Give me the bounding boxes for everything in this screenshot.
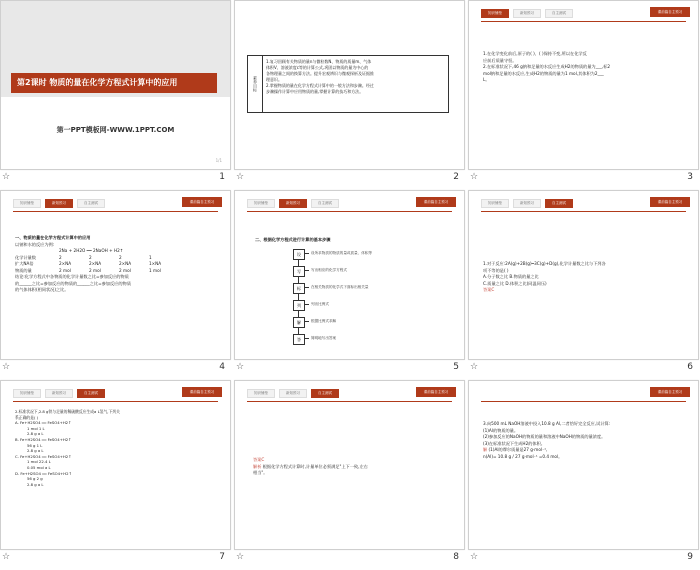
flow-step-label: 列出比例式: [311, 302, 329, 306]
slide-subtitle: 第一PPT模板网-WWW.1PPT.COM: [56, 126, 175, 134]
tab-knowledge: 知识铺垫: [247, 389, 275, 398]
page-mark: 1/1: [215, 158, 222, 163]
question-line: (1)Al的物质的量。: [483, 427, 519, 433]
intro-line: 以钠和水的反应为例:: [15, 241, 55, 247]
flow-arrow: [304, 287, 309, 288]
flow-arrow: [304, 304, 309, 305]
slide-thumbnail-7[interactable]: [0, 380, 233, 570]
slide-tabs: [13, 199, 105, 207]
tab-test: 自主测试: [77, 389, 105, 398]
slide-thumbnail-1[interactable]: [0, 0, 233, 190]
slide-frame: [234, 380, 465, 550]
cell: 2 mol: [89, 267, 101, 273]
slide-number: 4: [219, 362, 225, 372]
cell: 2×NA: [59, 261, 72, 266]
question-line: (2)参加反应的NaOH的物质的量和溶液中NaOH的物质的量浓度。: [483, 434, 606, 439]
slide-caption: [234, 551, 463, 567]
text-line: 应前后质量守恒。: [483, 57, 517, 63]
header-divider: [247, 211, 452, 212]
star-icon[interactable]: ☆: [2, 552, 11, 562]
slide-number: 7: [219, 552, 225, 562]
slide-caption: [0, 361, 229, 377]
corner-label: 课前篇自主预习: [182, 197, 222, 207]
flow-arrow: [304, 253, 309, 254]
question-line: 系正确的是( ): [15, 414, 39, 420]
option-equation: A. Fe+H2SO4 ══ FeSO4+H2↑: [15, 420, 72, 426]
text-line: 的______之比=参加反应的物质的______之比=参加反应的物质: [15, 280, 131, 286]
slide-body: [253, 457, 453, 477]
option-equation: B. Fe+H2SO4 ══ FeSO4+H2↑: [15, 436, 72, 442]
star-icon[interactable]: ☆: [236, 172, 245, 182]
option-values: 2.8 g a L: [27, 431, 44, 437]
flow-step-box: 标: [293, 283, 305, 294]
cell: 2 mol: [119, 267, 131, 273]
tab-test: 自主测试: [77, 199, 105, 208]
slide-body: [15, 409, 220, 487]
option-values: 56 g 1 L: [27, 442, 43, 448]
cell: 2×NA: [89, 261, 102, 266]
text-line: 1.在化学变化前后,原子的( )、( )保持不变,所以在化学反: [483, 51, 587, 56]
section-heading: 一、物质的量在化学方程式计算中的应用: [15, 235, 91, 240]
option-values: 2.8 g a L: [27, 481, 44, 487]
slide-number: 5: [453, 362, 459, 372]
analysis-text: 根据化学方程式计算时,计量单位必须满足"上下一致,左右: [262, 463, 368, 469]
slide-tabs: [481, 9, 573, 17]
text-line: 2.在标准状况下,46 g钠和足量的水反应生成H2的物质的量为___,标2: [483, 64, 611, 69]
question-line: 2.标准状况下,2.8 g铁与足量的稀硫酸反应生成a L氢气,下列关: [15, 409, 120, 414]
flow-step-box: 解: [293, 317, 305, 328]
slide-frame: [234, 190, 465, 360]
tab-preview: 新知预习: [279, 199, 307, 208]
flow-step-label: 在相关物质的化学式下面标出相关量: [311, 285, 369, 289]
cell: 2 mol: [59, 267, 71, 273]
tab-test: 自主测试: [545, 9, 573, 18]
star-icon[interactable]: ☆: [2, 172, 11, 182]
tab-preview: 新知预习: [513, 199, 541, 208]
corner-label: 课前篇自主预习: [182, 387, 222, 397]
cell: 1: [149, 254, 152, 260]
option-values: 1 mol 1 L: [27, 425, 45, 431]
slide-frame: [0, 380, 231, 550]
flow-step-box: 列: [293, 300, 305, 311]
star-icon[interactable]: ☆: [236, 362, 245, 372]
slide-caption: [468, 361, 697, 377]
flow-step-label: 简明地写出答案: [311, 336, 337, 340]
text-line: 步骤操作计算中应用物质的量,掌握计算的技巧和方法。: [266, 89, 364, 94]
tab-knowledge: 知识铺垫: [247, 199, 275, 208]
slide-number: 2: [453, 172, 459, 182]
cell: 2×NA: [119, 261, 132, 266]
solution-text: (1)Al的摩尔质量是27 g·mol⁻¹,: [488, 447, 548, 452]
slide-caption: [468, 171, 697, 187]
row-label: 物质的量: [15, 267, 32, 273]
header-divider: [13, 211, 218, 212]
text-line: 结论:化学方程式中各物质的化学计量数之比=参加反应的物质: [15, 274, 129, 279]
flow-arrow: [304, 321, 309, 322]
text-line: L。: [483, 77, 490, 82]
cell: 2: [119, 254, 122, 260]
slide-caption: [234, 171, 463, 187]
slide-frame: [0, 0, 231, 170]
star-icon[interactable]: ☆: [236, 552, 245, 562]
flow-step-box: 设: [293, 249, 305, 260]
text-line: 体积V、溶液浓度c等的计算公式,巩固以物质的量为中心的: [266, 65, 369, 70]
cell: 1×NA: [149, 261, 162, 266]
cell: 1 mol: [149, 267, 161, 273]
slide-thumbnail-9[interactable]: [468, 380, 700, 570]
slide-thumbnail-3[interactable]: [468, 0, 700, 190]
option-equation: C. Fe+H2SO4 ══ FeSO4+H2↑: [15, 453, 72, 459]
corner-label: 课前篇自主预习: [650, 7, 690, 17]
text-line: mol钠和足量的水反应,生成H2的物质的量为1 mol,其体积为2___: [483, 70, 604, 76]
equation-line: 2Na + 2H2O ══ 2NaOH + H2↑: [59, 248, 124, 253]
slide-body: [15, 235, 220, 294]
slide-body: [483, 421, 688, 460]
slide-body: [483, 261, 688, 294]
formula-line: n(Al)= 10.8 g / 27 g·mol⁻¹ =0.4 mol。: [483, 453, 563, 459]
slide-caption: [234, 361, 463, 377]
row-label: 化学计量数: [15, 254, 36, 260]
option-line: A.分子数之比 B.物质的量之比: [483, 274, 539, 279]
text-line: 的气体体积(相同状况)之比。: [15, 287, 69, 292]
question-line: (3)在标准状况下生成H2的体积。: [483, 440, 545, 446]
tab-preview: 新知预习: [45, 199, 73, 208]
tab-knowledge: 知识铺垫: [481, 9, 509, 18]
answer-text: 答案C: [483, 287, 495, 292]
flow-step-box: 答: [293, 334, 305, 345]
cell: 2: [59, 254, 62, 260]
answer-text: 答案C: [253, 457, 265, 462]
option-values: 1 mol 22.4 L: [27, 459, 51, 465]
flow-step-label: 设所求物质的物质的量或质量、体积等: [311, 251, 373, 255]
text-line: 各物理量之间的换算方法。提升宏观辨识与微观探析及证据推: [266, 71, 374, 76]
slide-caption: [0, 551, 229, 567]
slide-thumbnail-5[interactable]: [234, 190, 467, 380]
corner-label: 课前篇自主预习: [416, 387, 456, 397]
slide-number: 3: [687, 172, 693, 182]
cell: 2: [89, 254, 92, 260]
section-heading: 二、根据化学方程式进行计算的基本步骤: [255, 237, 331, 242]
slide-frame: [234, 0, 465, 170]
objectives-box: [247, 55, 449, 113]
text-line: 理意识。: [266, 77, 282, 82]
tab-test: 自主测试: [311, 199, 339, 208]
objectives-text: [266, 59, 444, 95]
slide-number: 8: [453, 552, 459, 562]
slide-number: 9: [687, 552, 693, 562]
row-label: 扩大NA倍: [15, 261, 34, 266]
slide-tabs: [13, 389, 105, 397]
flow-step-box: 写: [293, 266, 305, 277]
slide-tabs: [247, 199, 339, 207]
flow-step-label: 根据比例式求解: [311, 319, 337, 323]
option-values: 0.05 mol a L: [27, 464, 51, 470]
header-divider: [13, 401, 218, 402]
star-icon[interactable]: ☆: [470, 172, 479, 182]
slide-frame: [468, 190, 699, 360]
analysis-label: 解析: [253, 463, 262, 469]
corner-label: 课前篇自主预习: [650, 197, 690, 207]
tab-knowledge: 知识铺垫: [481, 199, 509, 208]
corner-label: 课前篇自主预习: [650, 387, 690, 397]
slide-frame: [0, 190, 231, 360]
slide-frame: [468, 0, 699, 170]
header-divider: [481, 401, 686, 402]
slide-tabs: [247, 389, 339, 397]
header-divider: [481, 211, 686, 212]
header-divider: [247, 401, 452, 402]
solution-label: 解: [483, 447, 488, 452]
text-line: 1.复习回顾有关物质的量n与微粒数N、物质的质量m、气体: [266, 59, 372, 64]
slide-frame: [468, 380, 699, 550]
slide-thumbnail-8[interactable]: [234, 380, 467, 570]
corner-label: 课前篇自主预习: [416, 197, 456, 207]
tab-preview: 新知预习: [513, 9, 541, 18]
tab-test: 自主测试: [311, 389, 339, 398]
tab-test: 自主测试: [545, 199, 573, 208]
option-values: 2.8 g a L: [27, 448, 44, 454]
option-values: 56 g 2 g: [27, 476, 43, 482]
header-divider: [481, 21, 686, 22]
star-icon[interactable]: ☆: [470, 552, 479, 562]
star-icon[interactable]: ☆: [2, 362, 11, 372]
slide-thumbnail-4[interactable]: [0, 190, 233, 380]
question-line: 项不等的是( ): [483, 267, 509, 273]
analysis-text: 相当"。: [253, 470, 268, 475]
tab-knowledge: 知识铺垫: [13, 389, 41, 398]
flow-arrow: [304, 338, 309, 339]
slide-caption: [0, 171, 229, 187]
star-icon[interactable]: ☆: [470, 362, 479, 372]
slide-tabs: [481, 199, 573, 207]
tab-knowledge: 知识铺垫: [13, 199, 41, 208]
flow-arrow: [304, 270, 309, 271]
option-equation: D. Fe+H2SO4 ══ FeSO4+H2↑: [15, 470, 72, 476]
slide-body: [483, 51, 688, 84]
slide-number: 1: [219, 172, 225, 182]
slide-thumbnail-6[interactable]: [468, 190, 700, 380]
tab-preview: 新知预习: [45, 389, 73, 398]
slide-number: 6: [687, 362, 693, 372]
flow-step-label: 写出相应的化学方程式: [311, 268, 347, 272]
tab-preview: 新知预习: [279, 389, 307, 398]
question-line: 3.向500 mL NaOH溶液中投入10.8 g Al,二者恰好完全反应,试计算:: [483, 421, 611, 426]
slide-thumbnail-2[interactable]: [234, 0, 467, 190]
text-line: 2.掌握物质的量在化学方程式计算中的一般方法和步骤。经过: [266, 83, 374, 88]
slide-title: 第2课时 物质的量在化学方程式计算中的应用: [11, 73, 217, 93]
slide-caption: [468, 551, 697, 567]
option-line: C.质量之比 D.体积之比(同温同压): [483, 280, 547, 286]
question-line: 1.对于反应:2A(g)+2B(g)═3C(g)+D(g),化学计量数之比与下列各: [483, 261, 606, 266]
objectives-side-label: 素养目标: [248, 56, 263, 112]
